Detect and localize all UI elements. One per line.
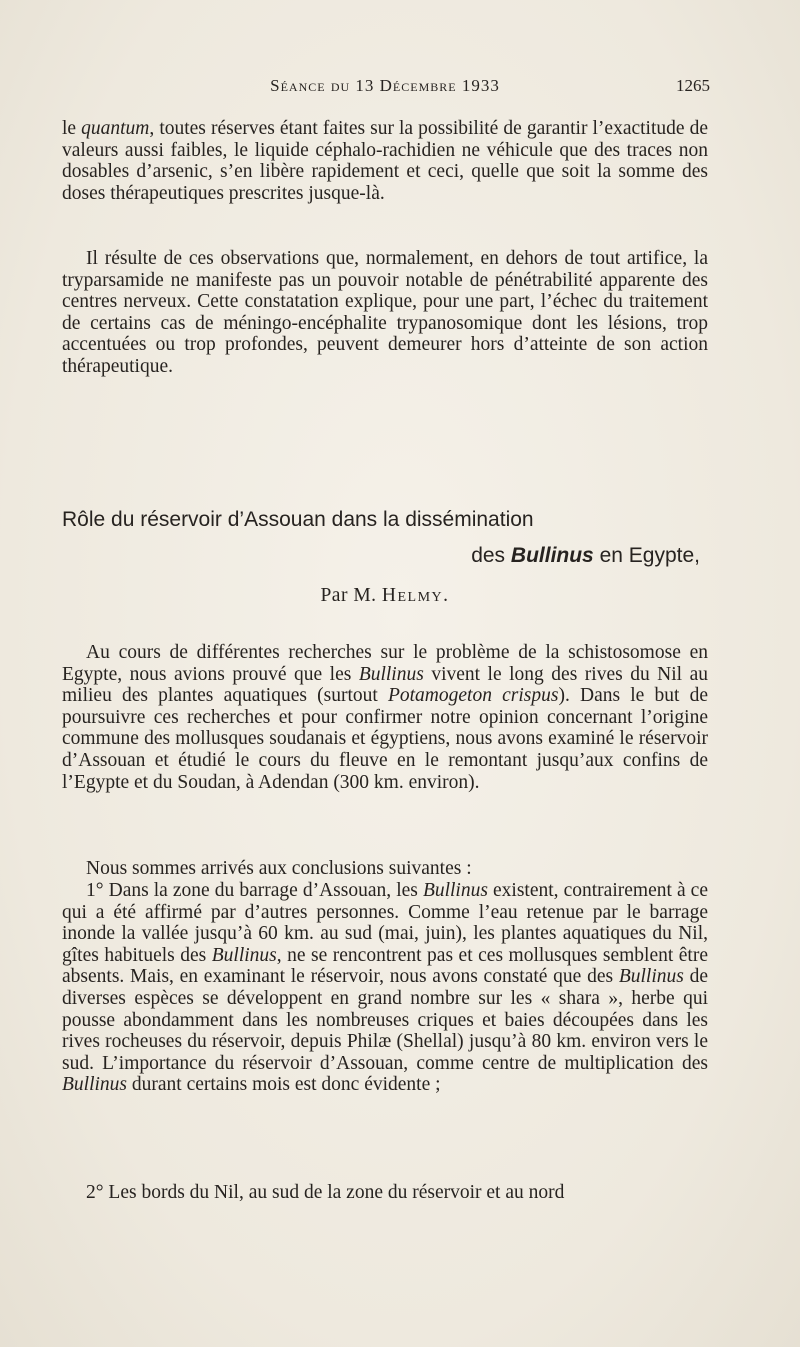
- paragraph-conclusions-intro: Nous sommes arrivés aux conclusions suivantes :: [86, 858, 472, 879]
- author-name: Helmy.: [381, 585, 450, 606]
- text-span: existent, contrairement à ce qui a été affirmé par d’autres personnes. Comme l’eau retenue par le barrage inonde la vallée jusqu’à 60 km. au sud (mai, juin), les plantes aquatiques du Nil, gîtes habituels des: [62, 880, 708, 966]
- author-prefix: Par M.: [320, 585, 382, 606]
- paragraph-introduction: [62, 642, 708, 793]
- text-span: 1° Dans la zone du barrage d’Assouan, les: [86, 880, 423, 901]
- text-span: ). Dans le but de poursuivre ces recherches et pour confirmer notre opinion concernant l’origine commune des mollusques soudanais et égyptiens, nous avons examiné le réservoir d’Assouan et étudié le cours du fleuve en le remontant jusqu’aux confins de l’Egypte et du Soudan, à Adendan (300 km. environ).: [62, 685, 708, 793]
- genus-name: Bullinus: [211, 944, 277, 966]
- genus-name: Bullinus: [510, 544, 594, 567]
- paragraph-conclusion-2: 2° Les bords du Nil, au sud de la zone du réservoir et au nord: [86, 1182, 565, 1203]
- author-line: [62, 585, 708, 607]
- text-span: en Egypte,: [593, 544, 700, 567]
- text-span: , toutes réserves étant faites sur la possibilité de garantir l’exactitude de valeurs aussi faibles, le liquide céphalo-rachidien ne véhicule que des traces non dosables d’arsenic, s’en libère rapidement et ceci, quelle que soit la somme des doses thérapeutiques prescrites jusque-là.: [62, 118, 709, 204]
- latin-term: quantum: [81, 118, 150, 139]
- text-span: , ne se rencontrent pas et ces mollusques semblent être absents. Mais, en examinant le réservoir, nous avons constaté que des: [62, 944, 708, 988]
- title-line-1: Rôle du réservoir d’Assouan dans la dissémination: [62, 508, 534, 531]
- plant-name: Potamogeton crispus: [387, 685, 559, 707]
- text-span: vivent le long des rives du Nil au milieu des plantes aquatiques (surtout: [62, 663, 709, 707]
- text-span: le: [62, 118, 82, 139]
- text-span: durant certains mois est donc évidente ;: [127, 1074, 441, 1096]
- paragraph-tryparsamide: Il résulte de ces observations que, normalement, en dehors de tout artifice, la tryparsamide ne manifeste pas un pouvoir notable de pénétrabilité apparente des centres nerveux. Cette constatation explique, pour une part, l’échec du traitement de certains cas de méningo-encéphalite trypanosomique dont les lésions, trop accentuées ou trop profondes, peuvent demeurer hors d’atteinte de son action thérapeutique.: [62, 248, 708, 377]
- article-title: [62, 508, 700, 568]
- paragraph-conclusion-1: [62, 880, 708, 1096]
- title-line-2: [62, 544, 700, 568]
- text-span: Au cours de différentes recherches sur le problème de la schistosomose en Egypte, nous avions prouvé que les: [62, 642, 708, 685]
- text-span: de diverses espèces se développent en grand nombre sur les « shara », herbe qui pousse abondamment dans les nombreuses criques et baies découpées dans les rives rocheuses du réservoir, depuis Philæ (Shellal) jusqu’à 80 km. environ vers le sud. L’importance du réservoir d’Assouan, comme centre de multiplication des: [62, 966, 708, 1074]
- genus-name: Bullinus: [618, 966, 684, 988]
- paragraph-quantum: [62, 118, 708, 204]
- genus-name: Bullinus: [422, 880, 488, 901]
- genus-name: Bullinus: [62, 1074, 128, 1096]
- page-number: 1265: [676, 76, 710, 95]
- running-title: Séance du 13 Décembre 1933: [270, 76, 500, 95]
- genus-name: Bullinus: [358, 663, 424, 685]
- running-head: [60, 76, 710, 100]
- text-span: des: [471, 544, 511, 567]
